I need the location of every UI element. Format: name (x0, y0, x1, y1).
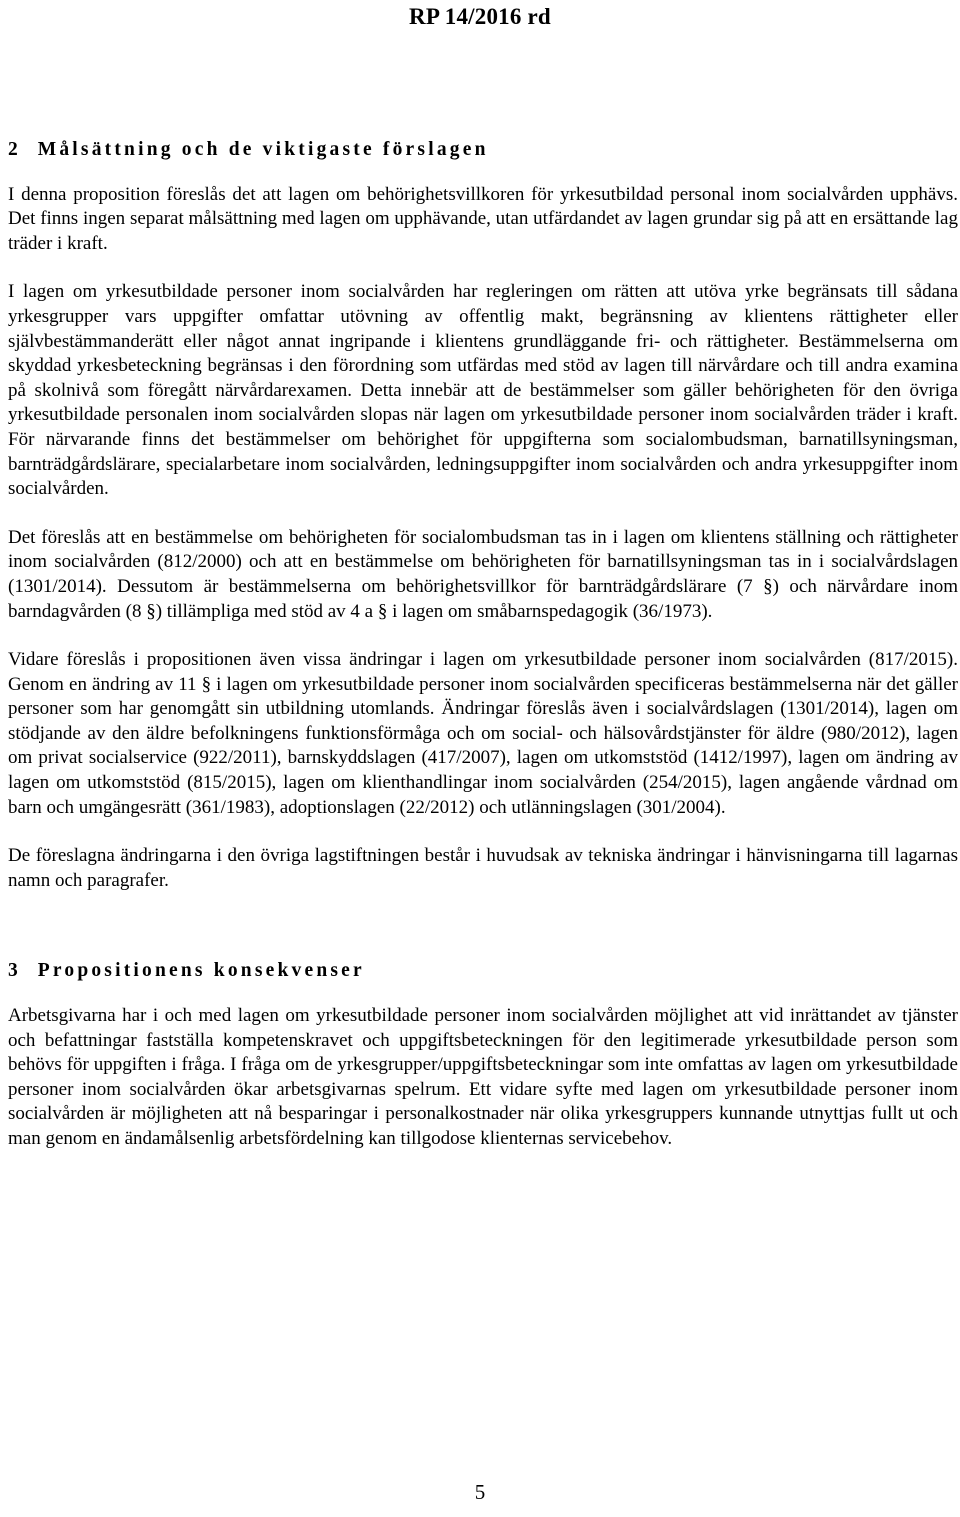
section-2-heading (8, 138, 958, 163)
section-2-paragraph-1: I denna proposition föreslås det att lagen om behörighetsvillkoren för yrkesutbildad personal inom socialvården upphävs. Det finns ingen separat målsättning med lagen om upphävande, utan utfärdandet av lagen grundar sig på att en ersättande lag träder i kraft. (8, 183, 958, 254)
section-3-heading (8, 959, 958, 984)
section-3-number: 3 (8, 960, 18, 982)
page-number: 5 (474, 1480, 486, 1504)
section-2-paragraph-3: Det föreslås att en bestämmelse om behörigheten för socialombudsman tas in i lagen om klientens ställning och rättigheter inom socialvården (812/2000) och att en bestämmelse om behörigheten för barnatillsyningsman tas in i socialvårdslagen (1301/2014). Dessutom är bestämmelserna om behörighetsvillkor för barnträdgårdslärare (7 §) och närvårdare inom barndagvården (8 §) tillämpliga med stöd av 4 a § i lagen om småbarnspedagogik (36/1973). (8, 526, 958, 622)
section-2-number: 2 (8, 139, 18, 160)
section-2-title: Målsättning och de viktigaste förslagen (37, 139, 489, 160)
section-2-paragraph-5: De föreslagna ändringarna i den övriga lagstiftningen består i huvudsak av tekniska ändringar i hänvisningarna till lagarnas namn och paragrafer. (8, 845, 958, 891)
section-3-title: Propositionens konsekvenser (37, 960, 365, 982)
section-2-paragraph-4: Vidare föreslås i propositionen även vissa ändringar i lagen om yrkesutbildade personer inom socialvården (817/2015). Genom en ändring av 11 § i lagen om yrkesutbildade personer inom socialvården specificeras bestämmelserna när det gäller personer som har genomgått sin utbildning utomlands. Ändringar föreslås även i socialvårdslagen (1301/2014), lagen om stödjande av den äldre befolkningens funktionsförmåga och om social- och hälsovårdstjänster för äldre (980/2012), lagen om privat socialservice (922/2011), barnskyddslagen (417/2007), lagen om utkomststöd (1412/1997), lagen om ändring av lagen om utkomststöd (815/2015), lagen om klienthandlingar inom socialvården (254/2015), lagen angående vårdnad om barn och umgängesrätt (361/1983), adoptionslagen (22/2012) och utlänningslagen (301/2004). (8, 649, 958, 818)
document-header: RP 14/2016 rd (409, 4, 551, 29)
section-2-paragraph-2: I lagen om yrkesutbildade personer inom socialvården har regleringen om rätten att utöva yrke begränsats till sådana yrkesgrupper vars uppgifter omfattar utövning av offentlig makt, begränsning av klientens rättigheter eller självbestämmanderätt eller något annat ingripande i klientens grundläggande fri- och rättigheter. Bestämmelserna om skyddad yrkesbeteckning begränsas i den förordning som utfärdas med stöd av lagen till närvårdare och till andra examina på skolnivå som föregått närvårdarexamen. Detta innebär att de bestämmelser som gäller behörigheten för den övriga yrkesutbildade personalen inom socialvården slopas när lagen om yrkesutbildade personer inom socialvården träder i kraft. För närvarande finns det bestämmelser om behörighet för uppgifterna som socialombudsman, barnatillsyningsman, barnträdgårdslärare, specialarbetare inom socialvården, ledningsuppgifter inom socialvården och andra yrkesuppgifter inom socialvården. (8, 281, 958, 500)
section-3-paragraph-1: Arbetsgivarna har i och med lagen om yrkesutbildade personer inom socialvården möjlighet att vid inrättandet av tjänster och befattningar fastställa kompetenskravet och uppgiftsbeteckningen för den legitimerade yrkesutbildade person som behövs för uppgiften i fråga. I fråga om de yrkesgrupper/uppgiftsbeteckningar som inte omfattas av lagen om yrkesutbildade personer inom socialvården ökar arbetsgivarnas spelrum. Ett vidare syfte med lagen om yrkesutbildade personer inom socialvården är möjligheten att nå besparingar i personalkostnader när olika yrkesgruppers kunnande utnyttjas fullt ut och man genom en ändamålsenlig arbetsfördelning kan tillgodose klienternas servicebehov. (8, 1005, 958, 1149)
document-body (8, 138, 958, 1152)
